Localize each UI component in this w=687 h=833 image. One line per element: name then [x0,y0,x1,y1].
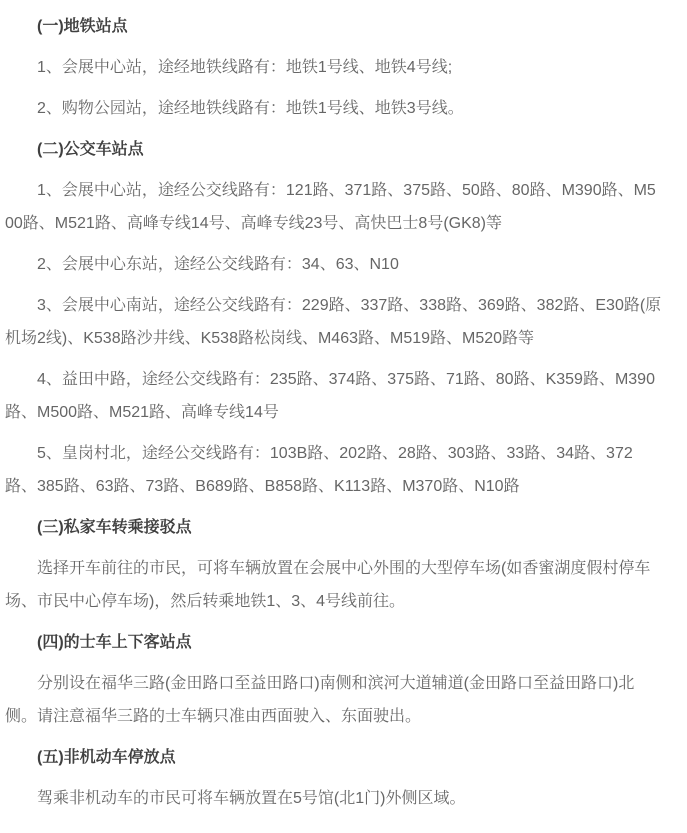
para-bus-stop-2: 2、会展中心东站，途经公交线路有：34、63、N10 [37,256,399,273]
para-non-motorized-parking: 驾乘非机动车的市民可将车辆放置在5号馆(北1门)外侧区域。 [37,790,466,807]
para-subway-station-1: 1、会展中心站，途经地铁线路有：地铁1号线、地铁4号线; [37,59,453,76]
para-taxi-pickup-dropoff: 分别设在福华三路(金田路口至益田路口)南侧和滨河大道辅道(金田路口至益田路口)北侧。请注意福华三路的士车辆只准由西面驶入、东面驶出。 [5,675,635,725]
para-bus-stop-3: 3、会展中心南站，途经公交线路有：229路、337路、338路、369路、382路、E30路(原机场2线)、K538路沙井线、K538路松岗线、M463路、M519路、M520路等 [5,297,662,347]
para-bus-stop-4: 4、益田中路，途经公交线路有：235路、374路、375路、71路、80路、K359路、M390路、M500路、M521路、高峰专线14号 [5,371,655,421]
heading-subway-stations: (一)地铁站点 [37,18,128,35]
heading-non-motorized-parking: (五)非机动车停放点 [37,749,176,766]
para-private-car-transfer: 选择开车前往的市民，可将车辆放置在会展中心外围的大型停车场(如香蜜湖度假村停车场、市民中心停车场)，然后转乘地铁1、3、4号线前往。 [5,560,651,610]
para-subway-station-2: 2、购物公园站，途经地铁线路有：地铁1号线、地铁3号线。 [37,100,464,117]
heading-bus-stops: (二)公交车站点 [37,141,144,158]
para-bus-stop-5: 5、皇岗村北，途经公交线路有：103B路、202路、28路、303路、33路、34路、372路、385路、63路、73路、B689路、B858路、K113路、M370路、N10路 [5,445,633,495]
heading-private-car-transfer: (三)私家车转乘接驳点 [37,519,192,536]
para-bus-stop-1: 1、会展中心站，途经公交线路有：121路、371路、375路、50路、80路、M390路、M500路、M521路、高峰专线14号、高峰专线23号、高快巴士8号(GK8)等 [5,182,656,232]
heading-taxi-pickup-dropoff: (四)的士车上下客站点 [37,634,192,651]
